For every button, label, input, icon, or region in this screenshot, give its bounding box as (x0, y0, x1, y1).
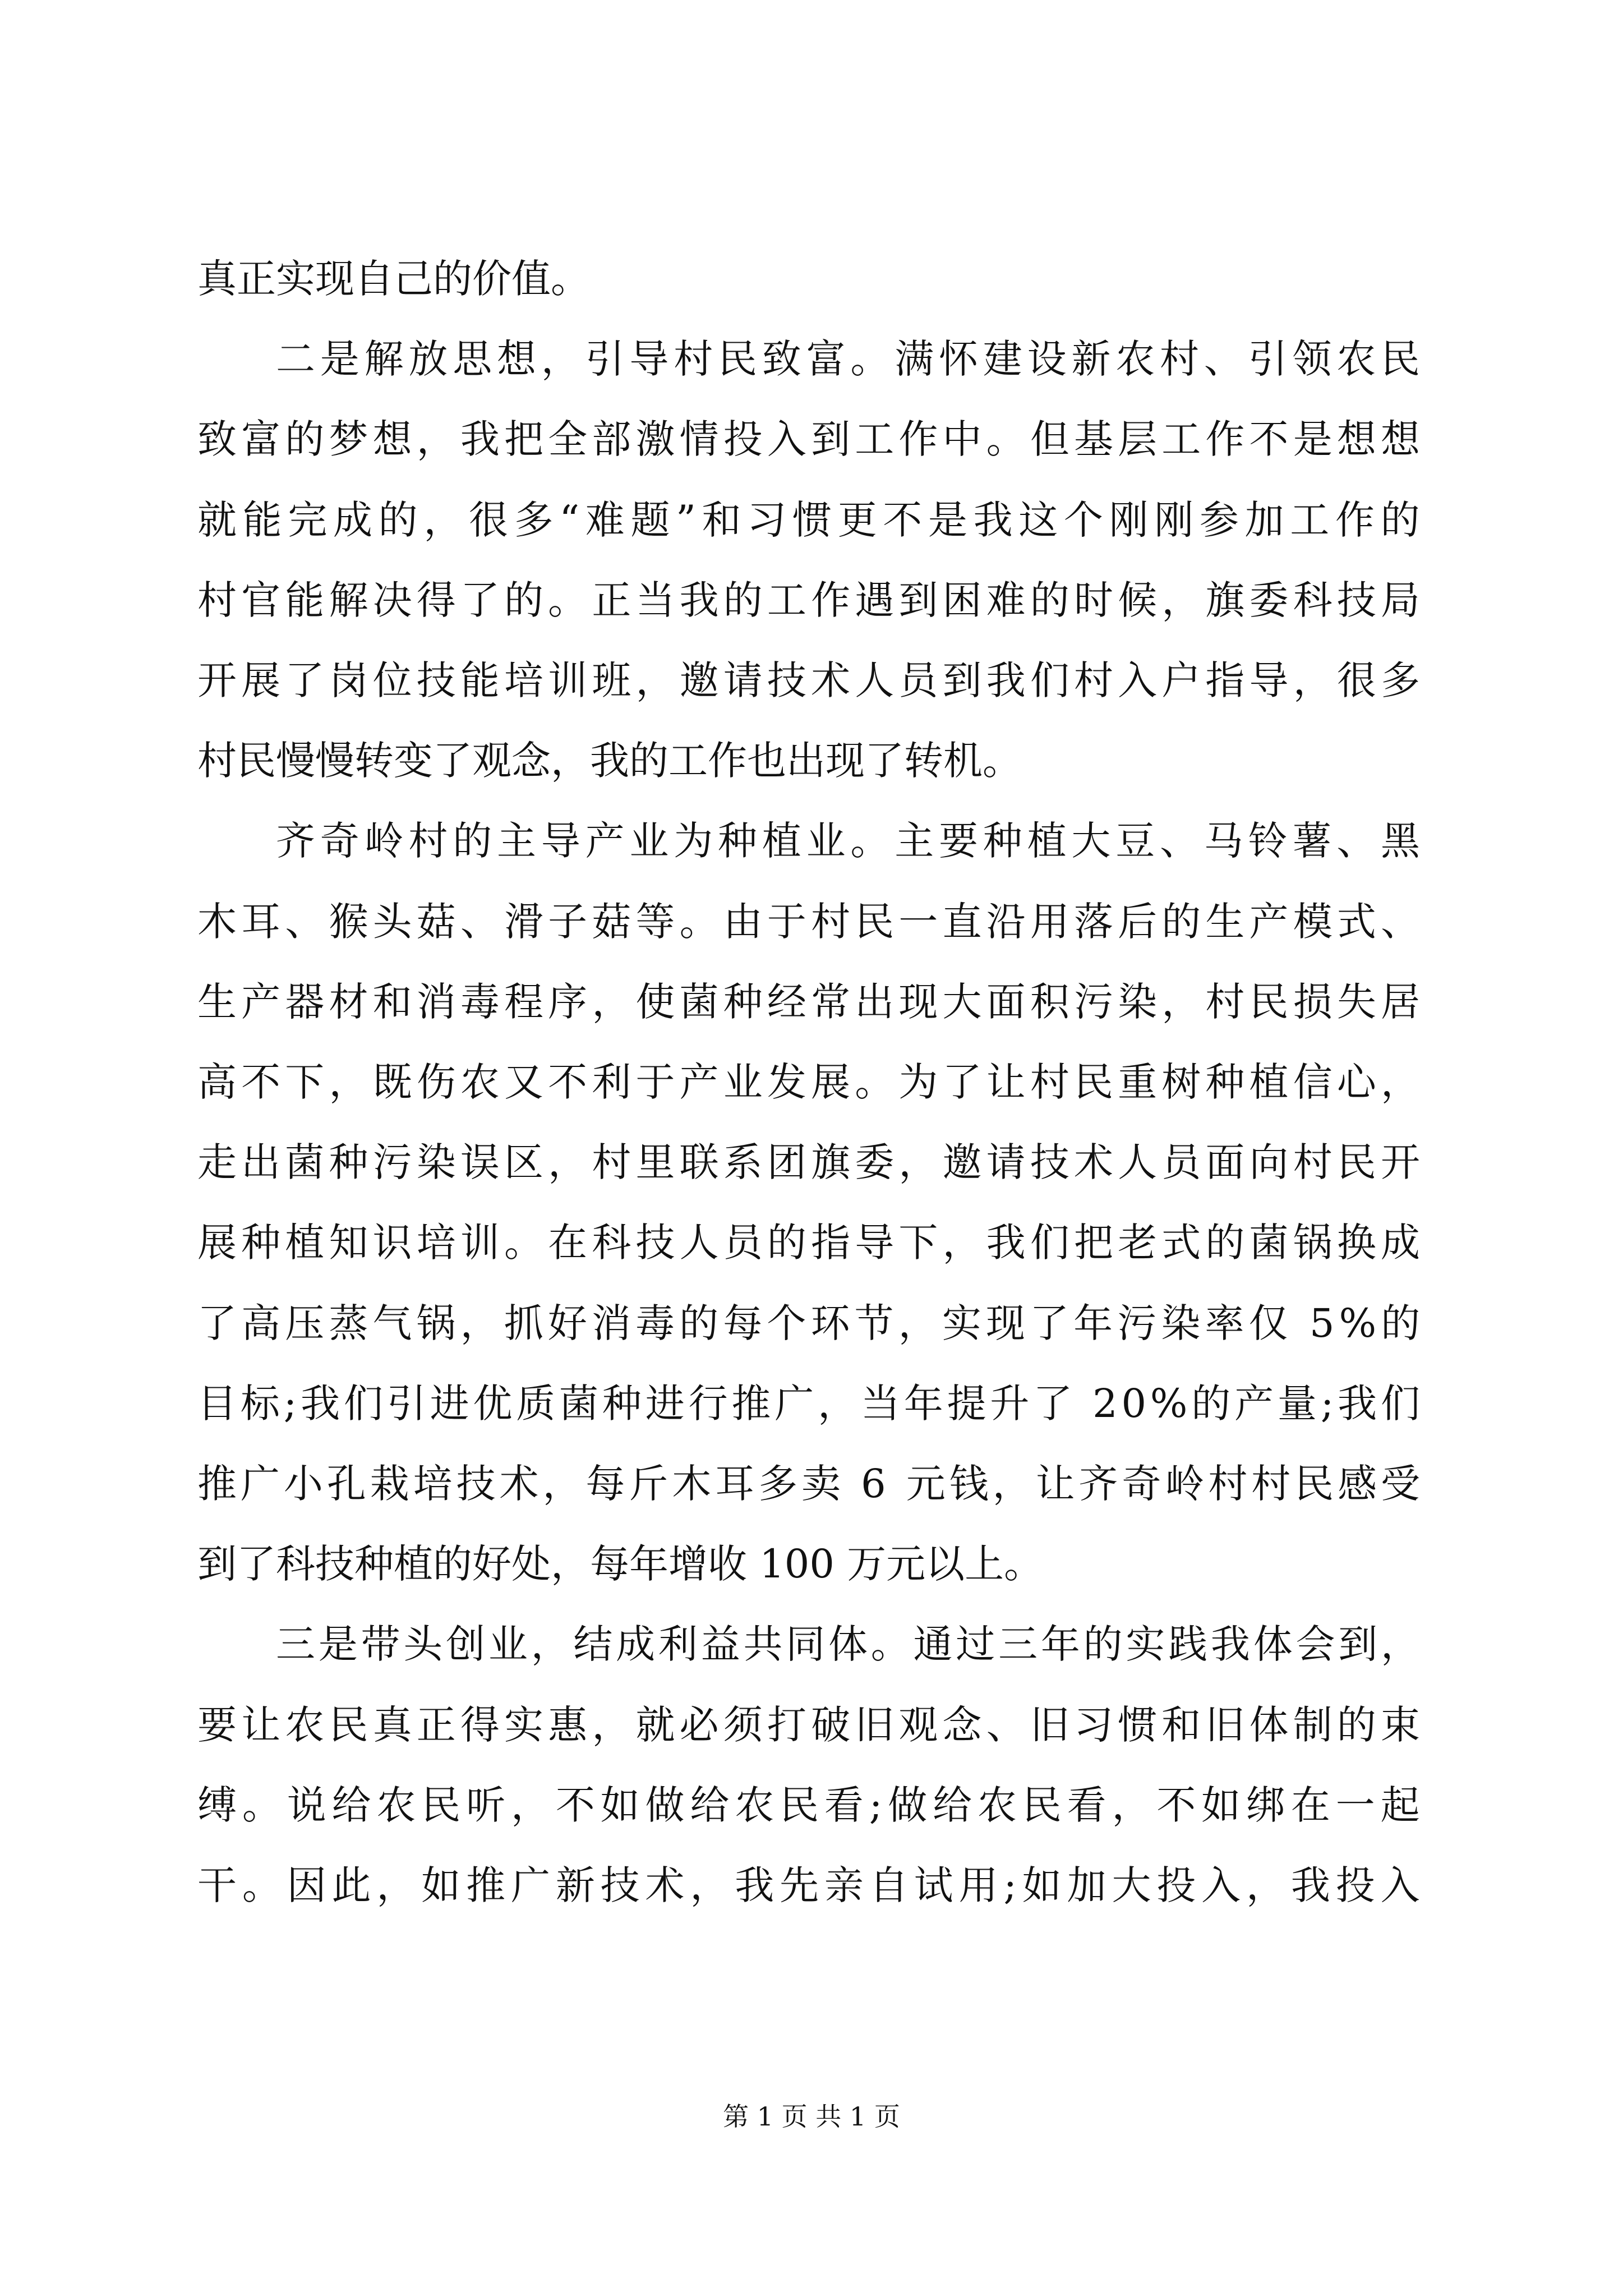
body-line: 高不下，既伤农又不利于产业发展。为了让村民重树种植信心， (197, 1059, 1425, 1105)
body-line: 展种植知识培训。在科技人员的指导下，我们把老式的菌锅换成 (197, 1220, 1425, 1266)
body-line: 了高压蒸气锅，抓好消毒的每个环节，实现了年污染率仅 5%的 (197, 1300, 1425, 1346)
body-line: 木耳、猴头菇、滑子菇等。由于村民一直沿用落后的生产模式、 (197, 899, 1425, 945)
body-line: 真正实现自己的价值。 (197, 256, 590, 302)
body-line: 开展了岗位技能培训班，邀请技术人员到我们村入户指导，很多 (197, 657, 1425, 703)
body-line: 到了科技种植的好处，每年增收 100 万元以上。 (197, 1541, 1044, 1587)
body-line: 二是解放思想，引导村民致富。满怀建设新农村、引领农民 (276, 336, 1425, 382)
body-line: 就能完成的，很多“难题”和习惯更不是我这个刚刚参加工作的 (197, 497, 1426, 543)
body-line: 目标;我们引进优质菌种进行推广，当年提升了 20%的产量;我们 (197, 1381, 1424, 1427)
body-line: 村官能解决得了的。正当我的工作遇到困难的时候，旗委科技局 (197, 577, 1425, 623)
body-line: 致富的梦想，我把全部激情投入到工作中。但基层工作不是想想 (197, 416, 1425, 462)
body-line: 推广小孔栽培技术，每斤木耳多卖 6 元钱，让齐奇岭村村民感受 (197, 1461, 1424, 1507)
body-line: 生产器材和消毒程序，使菌种经常出现大面积污染，村民损失居 (197, 979, 1425, 1025)
body-line: 要让农民真正得实惠，就必须打破旧观念、旧习惯和旧体制的束 (197, 1702, 1425, 1748)
body-line: 村民慢慢转变了观念，我的工作也出现了转机。 (197, 738, 1022, 784)
body-line: 缚。说给农民听，不如做给农民看;做给农民看，不如绑在一起 (197, 1782, 1426, 1828)
body-line: 走出菌种污染误区，村里联系团旗委，邀请技术人员面向村民开 (197, 1139, 1425, 1185)
body-line: 三是带头创业，结成利益共同体。通过三年的实践我体会到， (276, 1621, 1423, 1667)
body-line: 齐奇岭村的主导产业为种植业。主要种植大豆、马铃薯、黑 (276, 818, 1425, 864)
body-line: 干。因此，如推广新技术，我先亲自试用;如加大投入，我投入 (197, 1862, 1426, 1908)
page-footer: 第 1 页 共 1 页 (723, 2101, 900, 2132)
